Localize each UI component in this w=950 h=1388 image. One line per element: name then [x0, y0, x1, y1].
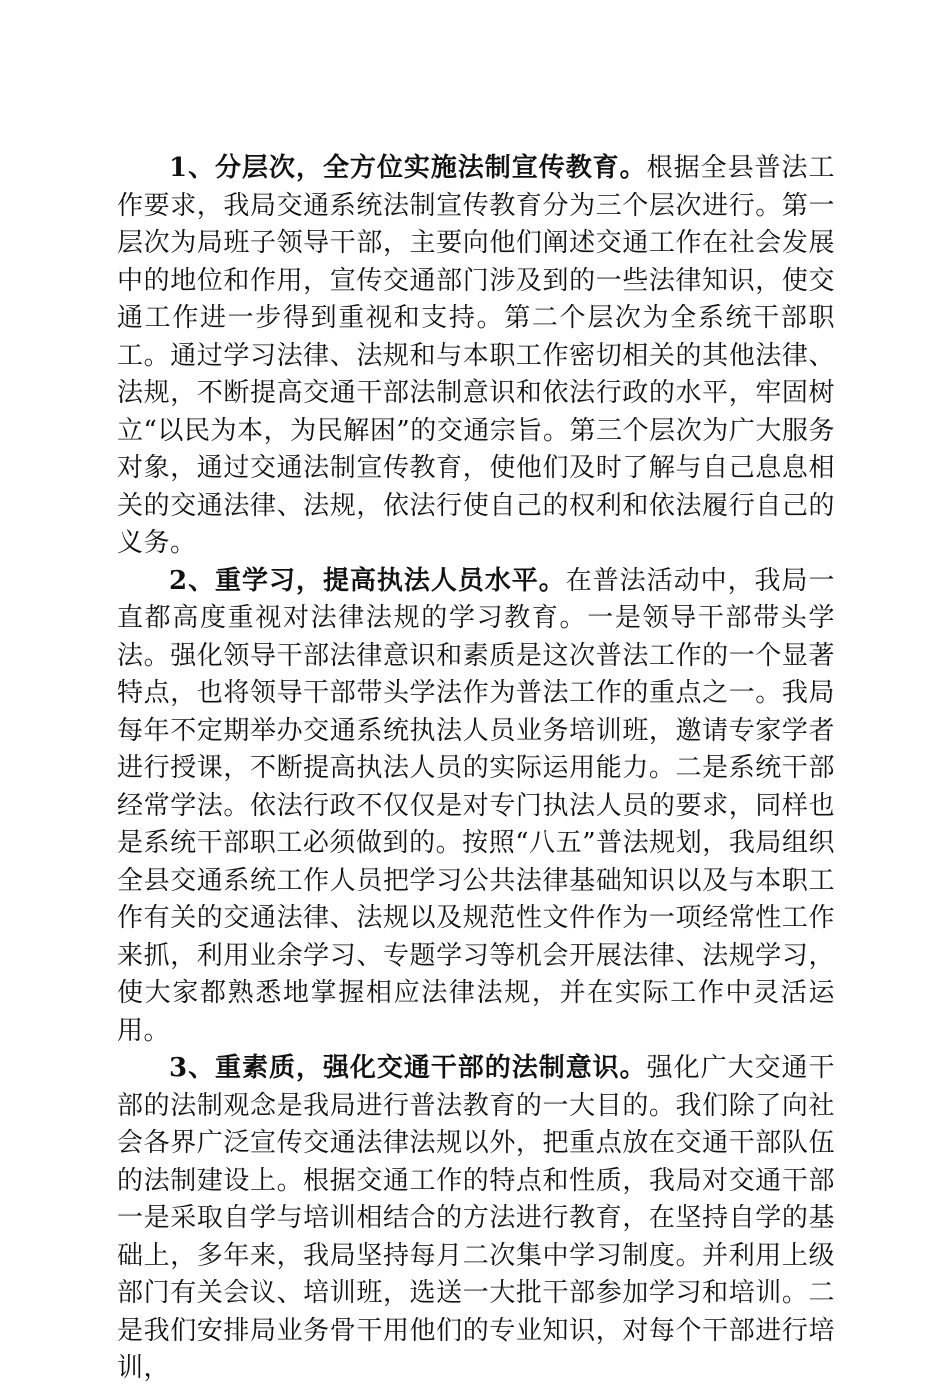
paragraph-2 [117, 563, 835, 1051]
document-page [117, 150, 835, 1388]
paragraph-1-heading: 1、分层次，全方位实施法制宣传教育。 [169, 153, 647, 183]
paragraph-1 [117, 150, 835, 563]
paragraph-3-body: 强化广大交通干部的法制观念是我局进行普法教育的一大目的。我们除了向社会各界广泛宣传交通法律法规以外，把重点放在交通干部队伍的法制建设上。根据交通工作的特点和性质，我局对交通干部一是采取自学与培训相结合的方法进行教育，在坚持自学的基础上，多年来，我局坚持每月二次集中学习制度。并利用上级部门有关会议、培训班，选送一大批干部参加学习和培训。二是我们安排局业务骨干用他们的专业知识，对每个干部进行培训， [117, 1053, 835, 1383]
paragraph-3-heading: 3、重素质，强化交通干部的法制意识。 [169, 1053, 647, 1083]
paragraph-3 [117, 1050, 835, 1388]
paragraph-2-heading: 2、重学习，提高执法人员水平。 [169, 565, 566, 596]
paragraph-2-body: 在普法活动中，我局一直都高度重视对法律法规的学习教育。一是领导干部带头学法。强化领导干部法律意识和素质是这次普法工作的一个显著特点，也将领导干部带头学法作为普法工作的重点之一。我局每年不定期举办交通系统执法人员业务培训班，邀请专家学者进行授课，不断提高执法人员的实际运用能力。二是系统干部经常学法。依法行政不仅仅是对专门执法人员的要求，同样也是系统干部职工必须做到的。按照“八五”普法规划，我局组织全县交通系统工作人员把学习公共法律基础知识以及与本职工作有关的交通法律、法规以及规范性文件作为一项经常性工作来抓，利用业余学习、专题学习等机会开展法律、法规学习，使大家都熟悉地掌握相应法律法规，并在实际工作中灵活运用。 [117, 565, 835, 1046]
paragraph-1-body: 根据全县普法工作要求，我局交通系统法制宣传教育分为三个层次进行。第一层次为局班子领导干部，主要向他们阐述交通工作在社会发展中的地位和作用，宣传交通部门涉及到的一些法律知识，使交通工作进一步得到重视和支持。第二个层次为全系统干部职工。通过学习法律、法规和与本职工作密切相关的其他法律、法规，不断提高交通干部法制意识和依法行政的水平，牢固树立“以民为本，为民解困”的交通宗旨。第三个层次为广大服务对象，通过交通法制宣传教育，使他们及时了解与自己息息相关的交通法律、法规，依法行使自己的权利和依法履行自己的义务。 [117, 153, 835, 558]
